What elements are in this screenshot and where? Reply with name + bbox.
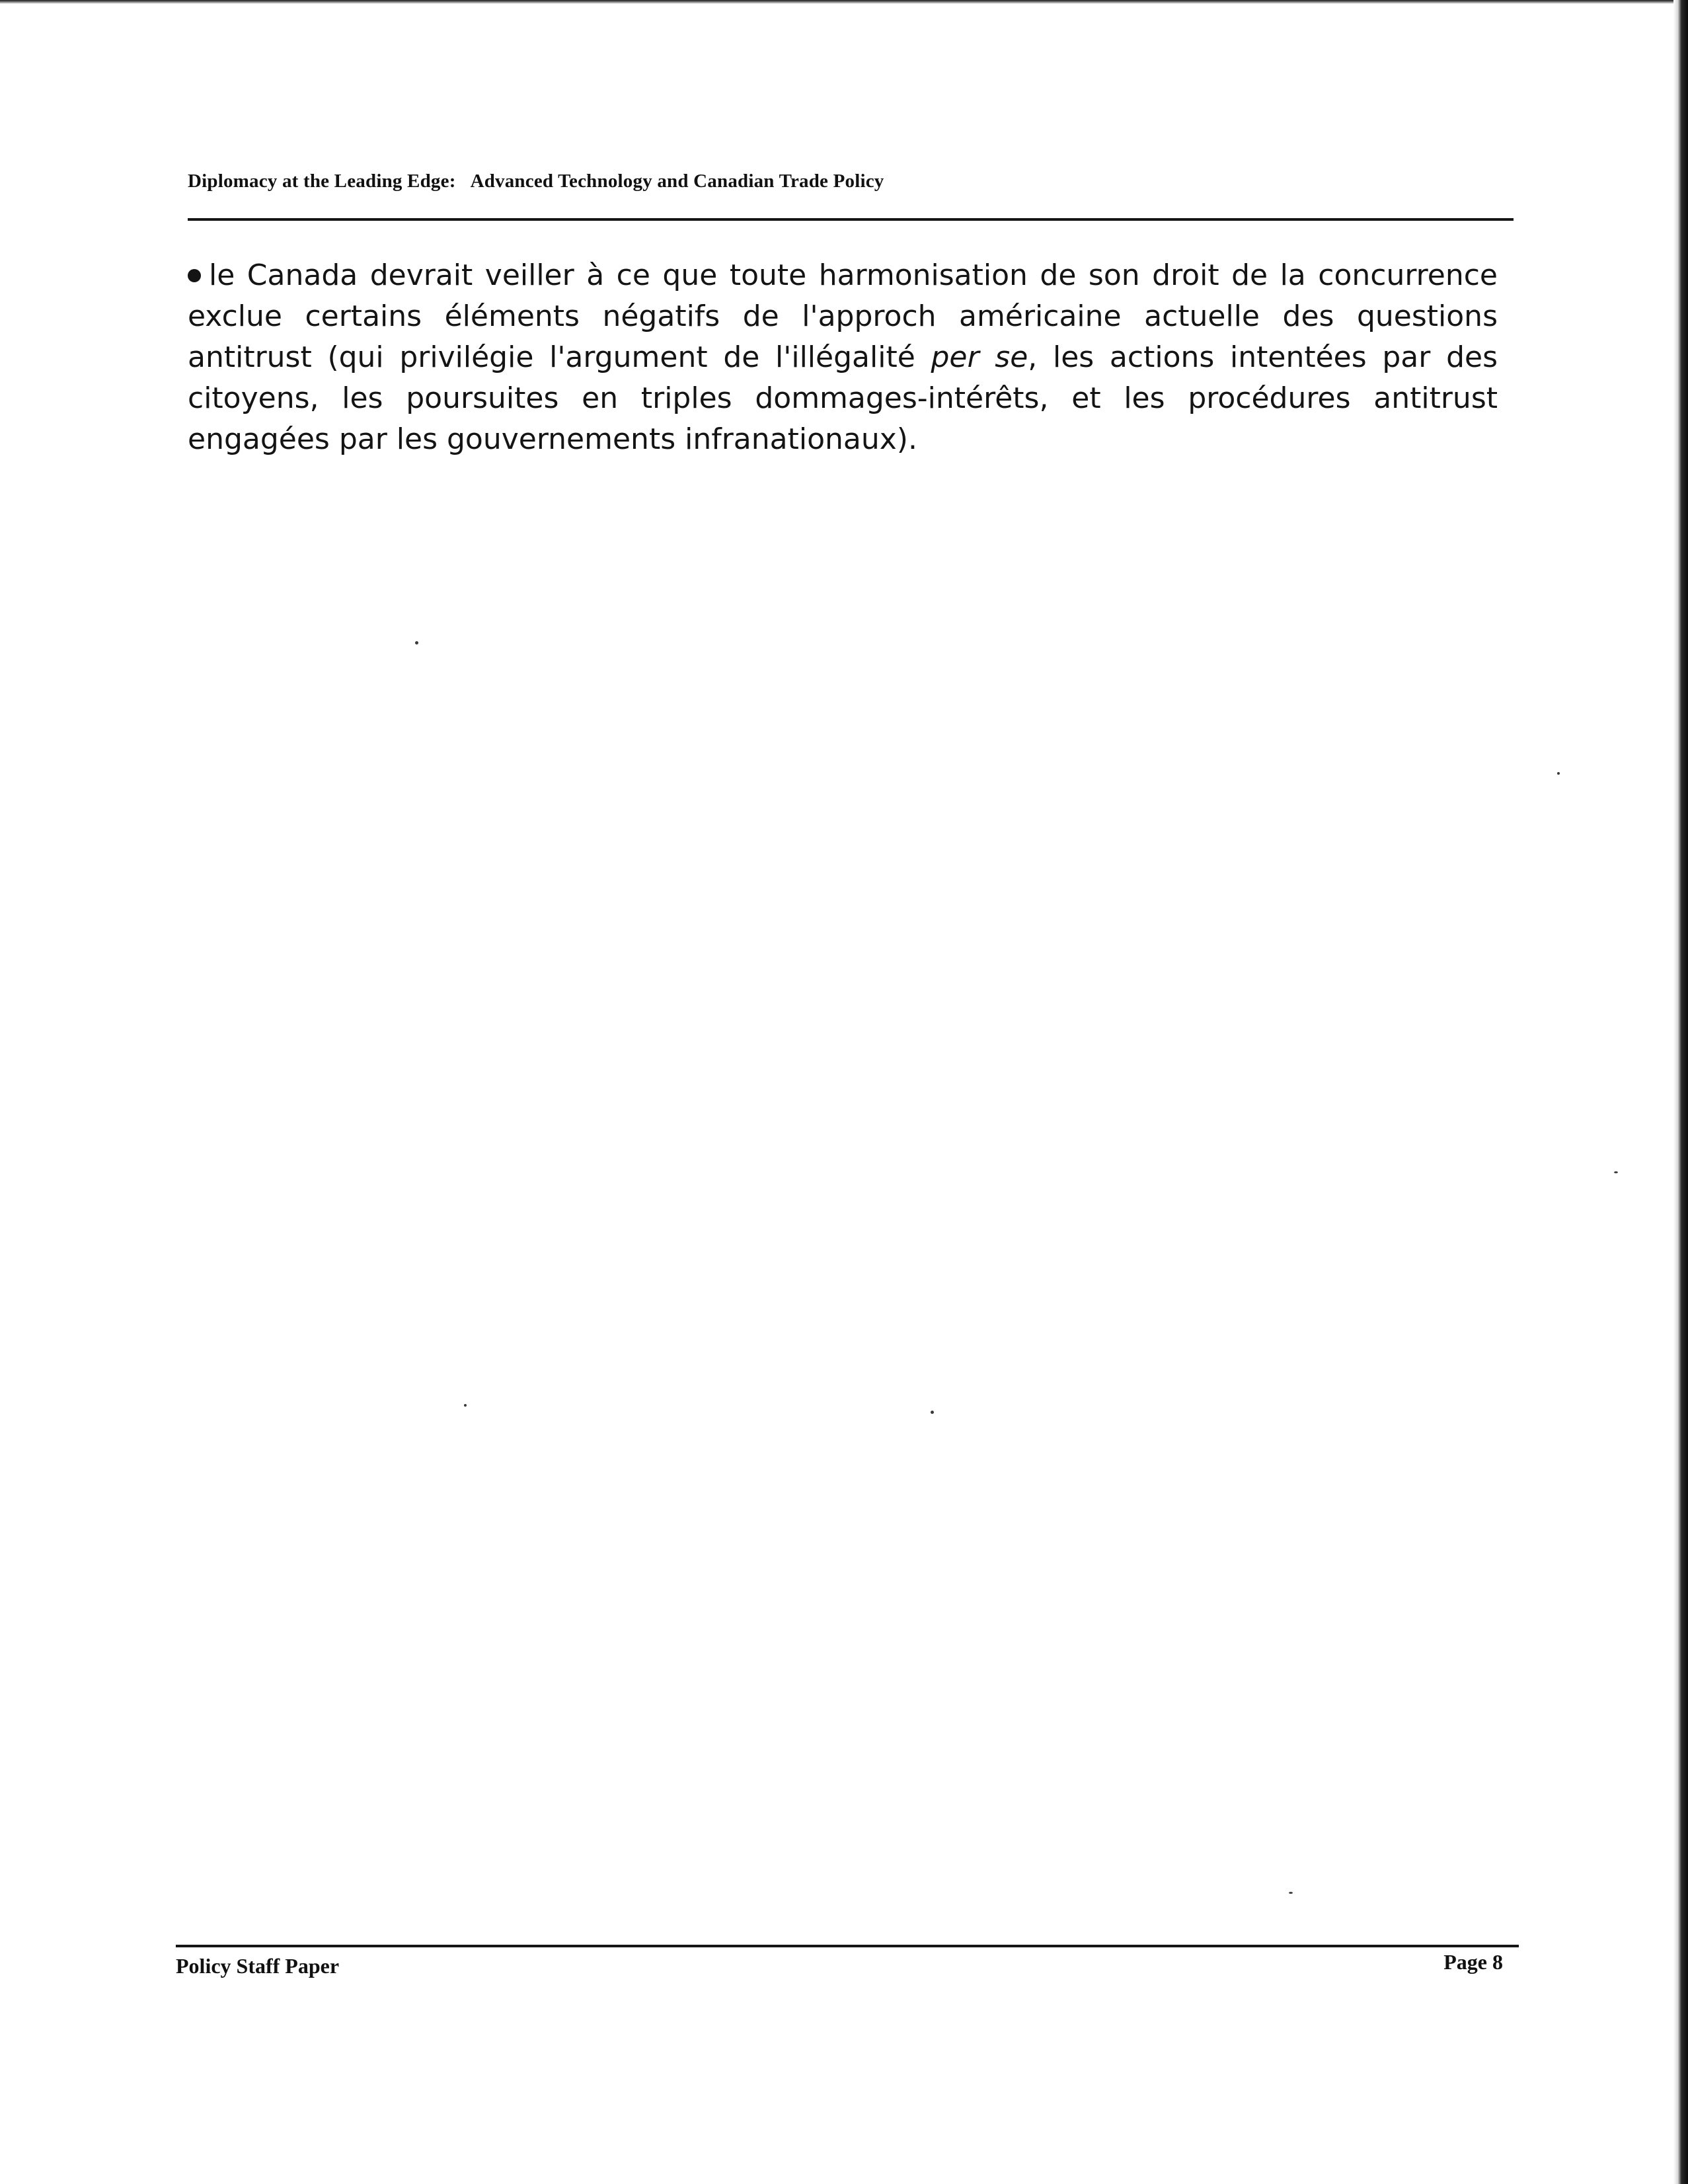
body-italic-text: per se: [931, 340, 1028, 374]
body-text-after-italic: , les actions intentées par des citoyens, les poursuites en triples dommages-intérêts, et les procédures antitrust engagées par les gouvernements infranationaux).: [188, 340, 1498, 456]
running-header-part1: Diplomacy at the Leading Edge:: [188, 171, 456, 192]
running-header: [188, 171, 1510, 192]
scan-speck: [464, 1404, 467, 1407]
footer-publication-label: Policy Staff Paper: [176, 1954, 340, 1978]
scan-speck: [1557, 772, 1560, 775]
scan-edge-top: [0, 0, 1688, 4]
header-rule: [188, 218, 1514, 221]
running-header-part2: Advanced Technology and Canadian Trade Policy: [470, 171, 884, 192]
body-paragraph: [188, 255, 1498, 460]
bullet-icon: [188, 269, 201, 282]
scan-speck: [931, 1411, 934, 1414]
footer-rule: [176, 1945, 1519, 1947]
body-text-before-italic: le Canada devrait veiller à ce que toute harmonisation de son droit de la concurrence exclue certains éléments négatifs de l'approch américaine actuelle des questions antitrust (qui privilégie l'argument de l'illégalité: [188, 258, 1498, 374]
scan-speck: [1289, 1892, 1293, 1894]
scan-speck: [1614, 1171, 1618, 1173]
footer-page-number: Page 8: [1443, 1950, 1503, 1974]
scan-speck: [415, 641, 418, 644]
scan-edge-right: [1673, 0, 1688, 2184]
